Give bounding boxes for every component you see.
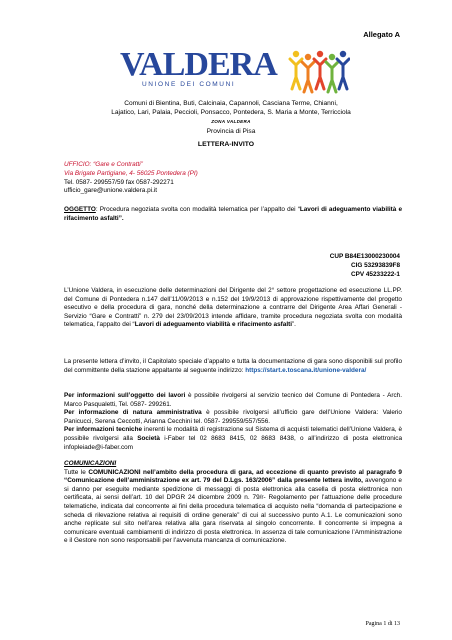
figure-head <box>293 51 299 57</box>
provincia-label: Provincia di Pisa <box>206 127 256 135</box>
valdera-logo <box>120 44 350 96</box>
ufficio-email: ufficio_gare@unione.valdera.pi.it <box>64 187 158 195</box>
logo-subtitle: UNIONE DEI COMUNI <box>142 81 236 88</box>
figure-body <box>337 59 349 89</box>
comunicazioni-heading: COMUNICAZIONI <box>64 460 117 467</box>
figure-body <box>326 62 338 92</box>
people-figures-icon <box>288 44 350 94</box>
document-title: LETTERA-INVITO <box>197 141 255 148</box>
start-toscana-link[interactable]: https://start.e.toscana.it/unione-valdera/ <box>245 366 367 374</box>
ufficio-block <box>64 161 198 196</box>
figure-body <box>302 62 314 92</box>
informazioni-paragraph: Per informazioni sull’oggetto dei lavori è possibile rivolgersi al servizio tecnico del Comune di Pontedera - Arch. Marco Pasqualetti, Tel. 0587- 299261. Per informazione di natura amministrativa è possibile rivolgersi all’ufficio gare dell’Unione Valdera: Valerio Panicucci, Serena Ceccotti, Arianna Cecchini tel. 0587- 299559/557/556. Per informazioni tecniche inerenti le modalità di registrazione sul Sistema di acquisti telematici dell’Unione Valdera, è possibile rivolgersi alla Società i-Faber tel 02 8683 8415, 02 8683 8438, o all’indirizzo di posta elettronica infopleiade@i-faber.com <box>64 392 402 451</box>
comuni-header <box>60 99 402 136</box>
page-number: Pagina 1 di 13 <box>365 621 400 627</box>
figure-head <box>340 51 346 57</box>
figure-body <box>314 59 326 89</box>
figure-head <box>305 54 311 60</box>
comunicazioni-section: COMUNICAZIONI Tutte le COMUNICAZIONI nell’ambito della procedura di gara, ad eccezione di quanto previsto al paragrafo 9 “Comunicazione dell’amministrazione ex art. 79 del D.Lgs. 163/2006” dalla presente lettera invito, avvengono e si danno per eseguite mediante spedizione di messaggi di posta elettronica alla casella di posta elettronica non certificata, ai sensi dell’art. 10 del DPGR 24 dicembre 2009 n. 79/r- Regolamento per l’attuazione delle procedure telematiche, indicata dal concorrente ai fini della procedura telematica di acquisto nella “domanda di partecipazione e scheda di rilevazione relativa ai requisiti di ordine generale” di cui al successivo punto A.1. Le comunicazioni sono anche replicate sul sito nell’area relativa alla gara riservata al singolo concorrente. Il concorrente si impegna a comunicare eventuali cambiamenti di indirizzo di posta elettronica. In assenza di tale comunicazione l’Amministrazione e il Gestore non sono responsabili per l’avvenuta mancanza di comunicazione. <box>64 460 402 545</box>
intro-paragraph: L’Unione Valdera, in esecuzione delle determinazioni del Dirigente del 2° settore progettazione ed esecuzione LL.PP. del Comune di Pontedera n.147 dell’11/09/2013 e n.152 del 19/9/2013 di approvazione rispettivamente del progetto esecutivo e della procedura di gara, nonché della determinazione a contrarre del Dirigente Area Affari Generali - Servizio “Gare e Contratti” n. 279 del 23/09/2013 intende affidare, tramite procedura negoziata svolta con modalità telematica, l’appalto dei “Lavori di adeguamento viabilità e rifacimento asfalti”. <box>64 287 402 329</box>
allegato-label: Allegato A <box>363 30 400 39</box>
comuni-line-1: Comuni di Bientina, Buti, Calcinaia, Capannoli, Casciana Terme, Chianni, <box>124 100 338 107</box>
cig-code: CIG 53293839F8 <box>350 261 400 269</box>
figure-body <box>290 59 302 89</box>
oggetto-label: OGGETTO <box>64 206 96 213</box>
figure-head <box>329 54 335 60</box>
comuni-line-2: Lajatico, Lari, Palaia, Peccioli, Ponsacco, Pontedera, S. Maria a Monte, Terricciola <box>111 109 351 117</box>
zona-label: ZONA VALDERA <box>211 119 251 125</box>
ufficio-address: Via Brigate Partigiane, 4- 56025 Pontedera (PI) <box>64 169 198 177</box>
ufficio-name: UFFICIO: “Gare e Contratti” <box>64 161 143 168</box>
figure-head <box>317 51 323 57</box>
logo-name: VALDERA <box>120 46 277 83</box>
oggetto-paragraph: OGGETTO: Procedura negoziata svolta con modalità telematica per l’appalto dei “Lavori di adeguamento viabilità e rifacimento asfalti”. <box>64 206 402 222</box>
codes-block <box>330 253 400 279</box>
cup-code: CUP B84E13000230004 <box>329 253 400 260</box>
documentazione-paragraph: La presente lettera d’invito, il Capitolato speciale d’appalto e tutta la documentazione di gara sono disponibili sul profilo del committente della stazione appaltante al seguente indirizzo: https://start.e.toscana.it/unione-valdera/ <box>64 358 402 374</box>
cpv-code: CPV 45233222-1 <box>350 270 400 278</box>
ufficio-phone: Tel. 0587- 299557/59 fax 0587-292271 <box>64 178 174 186</box>
